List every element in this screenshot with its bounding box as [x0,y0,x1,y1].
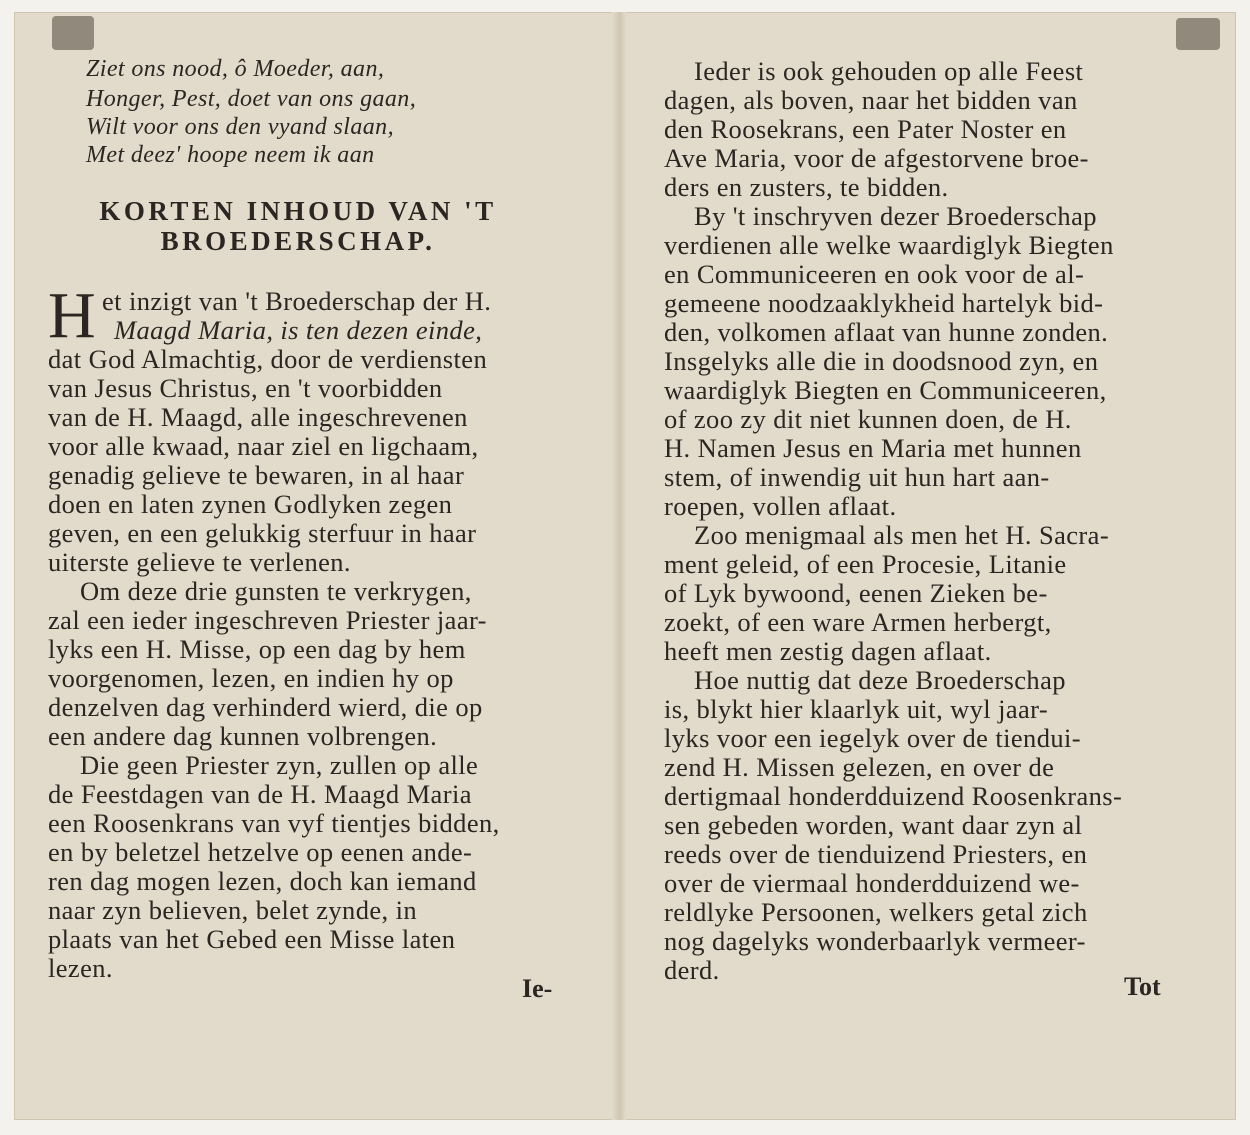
text-line: een andere dag kunnen volbrengen. [48,721,438,751]
text-line: Hoe nuttig dat deze Broederschap [694,665,1066,695]
text-line: lyks voor een iegelyk over de tiendui- [664,723,1081,753]
text-line: reeds over de tienduizend Priesters, en [664,839,1088,869]
text-line: of zoo zy dit niet kunnen doen, de H. [664,404,1072,434]
text-line: zend H. Missen gelezen, en over de [664,752,1055,782]
text-line: een Roosenkrans van vyf tientjes bidden, [48,808,500,838]
text-line: nog dagelyks wonderbaarlyk vermeer- [664,926,1086,956]
text-line: van de H. Maagd, alle ingeschrevenen [48,402,468,432]
poem-line: Met deez' hoope neem ik aan [86,142,375,168]
text-line: geven, en een gelukkig sterfuur in haar [48,518,477,548]
text-line: waardiglyk Biegten en Communiceeren, [664,375,1107,405]
text-line: ment geleid, of een Procesie, Litanie [664,549,1067,579]
text-line: naar zyn believen, belet zynde, in [48,895,417,925]
text-line: dagen, als boven, naar het bidden van [664,85,1078,115]
text-line: is, blykt hier klaarlyk uit, wyl jaar- [664,694,1049,724]
text-line: zoekt, of een ware Armen herbergt, [664,607,1052,637]
text-line: voorgenomen, lezen, en indien hy op [48,663,454,693]
text-line: sen gebeden worden, want daar zyn al [664,810,1083,840]
section-heading-line-2: BROEDERSCHAP. [160,226,436,256]
text-line: van Jesus Christus, en 't voorbidden [48,373,443,403]
text-line: ders en zusters, te bidden. [664,172,949,202]
text-line: lezen. [48,953,113,983]
text-line: Insgelyks alle die in doodsnood zyn, en [664,346,1099,376]
text-line: genadig gelieve te bewaren, in al haar [48,460,465,490]
stain-top-right [1176,18,1220,50]
text-line: roepen, vollen aflaat. [664,491,897,521]
text-line: denzelven dag verhinderd wierd, die op [48,692,483,722]
text-line: derd. [664,955,720,985]
text-line: lyks een H. Misse, op een dag by hem [48,634,466,664]
text-line: stem, of inwendig uit hun hart aan- [664,462,1050,492]
stain-top-left [52,16,94,50]
text-line: gemeene noodzaaklykheid hartelyk bid- [664,288,1104,318]
text-line: Zoo menigmaal als men het H. Sacra- [694,520,1110,550]
text-line: den, volkomen aflaat van hunne zonden. [664,317,1109,347]
catchword: Tot [1124,972,1161,1001]
text-line: heeft men zestig dagen aflaat. [664,636,992,666]
text-line: den Roosekrans, een Pater Noster en [664,114,1067,144]
text-line: By 't inschryven dezer Broederschap [694,201,1097,231]
text-line: plaats van het Gebed een Misse laten [48,924,456,954]
text-line: of Lyk bywoond, eenen Zieken be- [664,578,1048,608]
text-line: en by beletzel hetzelve op eenen ande- [48,837,473,867]
text-line: Ieder is ook gehouden op alle Feest [694,56,1084,86]
poem-line: Honger, Pest, doet van ons gaan, [86,86,417,112]
text-line: dertigmaal honderdduizend Roosenkrans- [664,781,1123,811]
text-line: reldlyke Persoonen, welkers getal zich [664,897,1088,927]
section-heading-line-1: KORTEN INHOUD VAN 'T [99,196,497,226]
text-line: Maagd Maria, is ten dezen einde, [114,315,483,345]
text-line: et inzigt van 't Broederschap der H. [102,286,492,316]
text-line: doen en laten zynen Godlyken zegen [48,489,453,519]
text-line: verdienen alle welke waardiglyk Biegten [664,230,1114,260]
page-fold [612,12,626,1120]
text-line: de Feestdagen van de H. Maagd Maria [48,779,472,809]
text-line: ren dag mogen lezen, doch kan iemand [48,866,477,896]
text-line: voor alle kwaad, naar ziel en ligchaam, [48,431,479,461]
text-line: over de viermaal honderdduizend we- [664,868,1080,898]
text-line: uiterste gelieve te verlenen. [48,547,351,577]
text-line: Die geen Priester zyn, zullen op alle [80,750,479,780]
catchword: Ie- [522,974,553,1003]
text-line: dat God Almachtig, door de verdiensten [48,344,488,374]
poem-line: Ziet ons nood, ô Moeder, aan, [86,56,385,82]
text-line: en Communiceeren en ook voor de al- [664,259,1085,289]
text-line: Om deze drie gunsten te verkrygen, [80,576,472,606]
drop-cap: H [48,279,96,352]
text-line: zal een ieder ingeschreven Priester jaar- [48,605,487,635]
text-line: H. Namen Jesus en Maria met hunnen [664,433,1082,463]
poem-line: Wilt voor ons den vyand slaan, [86,114,394,140]
text-line: Ave Maria, voor de afgestorvene broe- [664,143,1089,173]
